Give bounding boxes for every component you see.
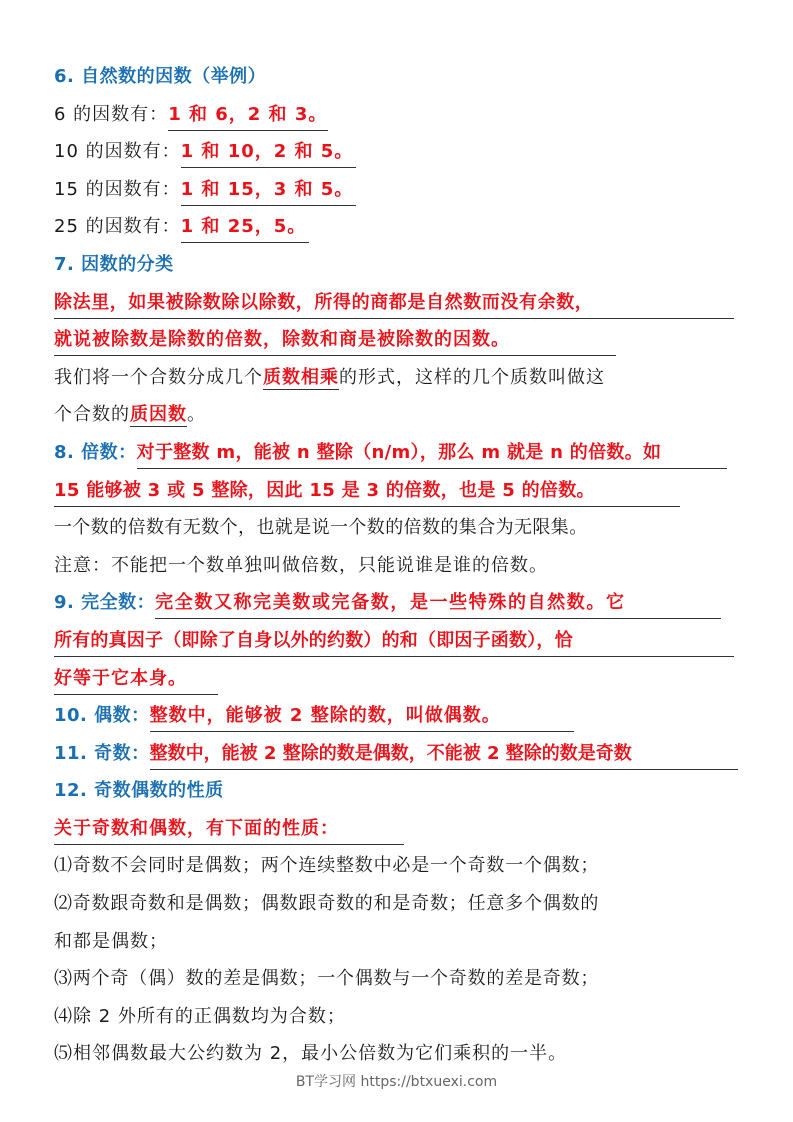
factor-label: 15 的因数有：: [54, 178, 181, 200]
definition-text: 整数中，能够被 2 整除的数，叫做偶数。: [150, 701, 574, 732]
factor-answer: 1 和 10，2 和 5。: [181, 137, 356, 168]
section-11-heading: 11. 奇数：: [54, 742, 150, 764]
factor-row: [54, 212, 744, 250]
definition-text: 对于整数 m，能被 n 整除（n/m），那么 m 就是 n 的倍数。如: [137, 438, 727, 469]
text: 个合数的: [54, 404, 130, 426]
property-item: ⑵奇数跟奇数和是偶数；偶数跟奇数的和是奇数；任意多个偶数的: [54, 893, 600, 915]
section-10-heading: 10. 偶数：: [54, 705, 150, 727]
factor-answer: 1 和 6，2 和 3。: [168, 100, 328, 131]
section-6-heading: 6. 自然数的因数（举例）: [54, 66, 267, 87]
factor-answer: 1 和 15，3 和 5。: [181, 175, 356, 206]
section-9-line: [54, 588, 744, 626]
properties-intro: 关于奇数和偶数，有下面的性质：: [54, 814, 404, 845]
factor-row: [54, 175, 744, 213]
section-12-heading: 12. 奇数偶数的性质: [54, 780, 224, 802]
section-8-heading: 8. 倍数：: [54, 441, 137, 463]
definition-text: 15 能够被 3 或 5 整除，因此 15 是 3 的倍数，也是 5 的倍数。: [54, 476, 680, 507]
definition-text: 整数中，能被 2 整除的数是偶数，不能被 2 整除的数是奇数: [150, 739, 738, 770]
definition-line: [54, 626, 744, 664]
section-8-line: [54, 438, 744, 476]
definition-text: 好等于它本身。: [54, 664, 218, 695]
definition-line: [54, 325, 744, 363]
property-item: ⑶两个奇（偶）数的差是偶数；一个偶数与一个奇数的差是奇数；: [54, 968, 600, 990]
prime-factor-paragraph: [54, 400, 744, 438]
factor-answer: 1 和 25，5。: [181, 212, 309, 243]
definition-text: 所有的真因子（即除了自身以外的约数）的和（即因子函数），恰: [54, 626, 734, 657]
definition-line: [54, 288, 744, 326]
definition-line: [54, 814, 744, 852]
highlight-prime-factor: 质因数: [130, 404, 187, 426]
text: 的形式，这样的几个质数叫做这: [339, 366, 605, 388]
section-11-line: [54, 739, 744, 777]
document-page: [54, 62, 744, 1077]
highlight-prime-product: 质数相乘: [263, 366, 339, 388]
property-item: ⑸相邻偶数最大公约数为 2，最小公倍数为它们乘积的一半。: [54, 1043, 568, 1065]
note-line: 注意：不能把一个数单独叫做倍数，只能说谁是谁的倍数。: [54, 554, 548, 576]
definition-line: [54, 664, 744, 702]
definition-line: [54, 476, 744, 514]
property-item: 和都是偶数；: [54, 930, 168, 952]
definition-text: 完全数又称完美数或完备数，是一些特殊的自然数。它: [155, 588, 721, 619]
section-9-heading: 9. 完全数：: [54, 592, 156, 614]
footer-watermark: BT学习网 https://btxuexi.com: [295, 1074, 498, 1090]
factor-label: 25 的因数有：: [54, 216, 181, 238]
factor-row: [54, 100, 744, 138]
text: 。: [187, 404, 206, 426]
factor-label: 6 的因数有：: [54, 103, 169, 125]
text: 我们将一个合数分成几个: [54, 366, 263, 388]
property-item: ⑷除 2 外所有的正偶数均为合数；: [54, 1005, 346, 1027]
property-item: ⑴奇数不会同时是偶数；两个连续整数中必是一个奇数一个偶数；: [54, 855, 600, 877]
prime-factor-paragraph: [54, 363, 744, 401]
definition-text: 就说被除数是除数的倍数，除数和商是被除数的因数。: [54, 325, 616, 356]
section-7-heading: 7. 因数的分类: [54, 253, 174, 275]
factor-row: [54, 137, 744, 175]
note-line: 一个数的倍数有无数个，也就是说一个数的倍数的集合为无限集。: [54, 517, 588, 539]
factor-label: 10 的因数有：: [54, 141, 181, 163]
section-10-line: [54, 701, 744, 739]
definition-text: 除法里，如果被除数除以除数，所得的商都是自然数而没有余数，: [54, 288, 734, 319]
